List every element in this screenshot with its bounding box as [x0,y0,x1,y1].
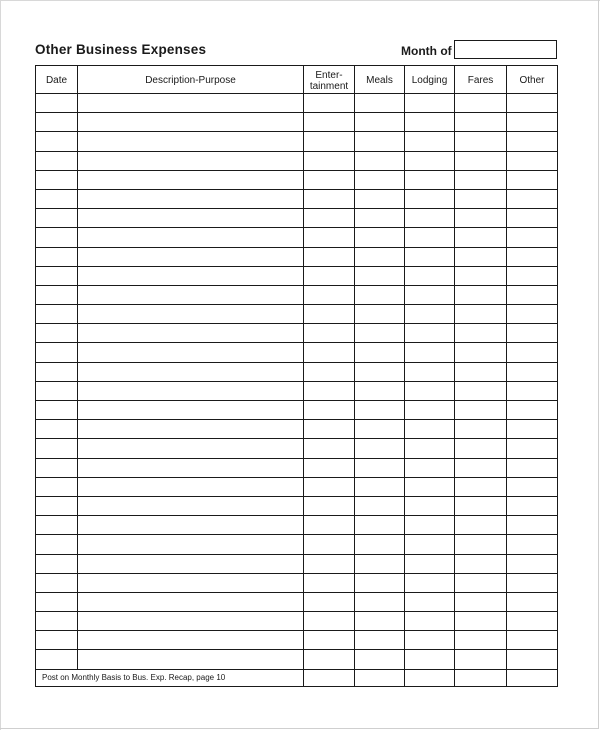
lodging-cell[interactable] [405,94,455,113]
fares-cell[interactable] [455,573,507,592]
lodging-cell[interactable] [405,113,455,132]
date-cell[interactable] [36,573,78,592]
other-cell[interactable] [507,477,558,496]
entertainment-cell[interactable] [304,516,355,535]
table-row [36,573,558,592]
meals-cell[interactable] [355,612,405,631]
date-cell[interactable] [36,247,78,266]
entertainment-cell[interactable] [304,631,355,650]
date-cell[interactable] [36,420,78,439]
other-cell[interactable] [507,401,558,420]
other-cell[interactable] [507,247,558,266]
entertainment-cell[interactable] [304,420,355,439]
description-cell[interactable] [78,94,304,113]
table-row [36,305,558,324]
lodging-cell[interactable] [405,496,455,515]
date-cell[interactable] [36,324,78,343]
lodging-cell[interactable] [405,516,455,535]
description-cell[interactable] [78,189,304,208]
date-cell[interactable] [36,477,78,496]
other-cell[interactable] [507,381,558,400]
entertainment-cell[interactable] [304,401,355,420]
other-cell[interactable] [507,535,558,554]
description-cell[interactable] [78,554,304,573]
fares-cell[interactable] [455,209,507,228]
col-header-entertainment-line1: Enter- [315,69,343,81]
description-cell[interactable] [78,305,304,324]
month-of-label: Month of [401,44,452,58]
description-cell[interactable] [78,113,304,132]
date-cell[interactable] [36,535,78,554]
other-cell[interactable] [507,554,558,573]
other-cell[interactable] [507,209,558,228]
table-row [36,516,558,535]
table-row [36,132,558,151]
other-cell[interactable] [507,189,558,208]
table-row [36,189,558,208]
lodging-cell[interactable] [405,151,455,170]
description-cell[interactable] [78,170,304,189]
meals-cell[interactable] [355,324,405,343]
table-row [36,401,558,420]
col-header-entertainment [304,66,355,94]
description-cell[interactable] [78,266,304,285]
fares-cell[interactable] [455,228,507,247]
meals-cell[interactable] [355,132,405,151]
meals-cell[interactable] [355,266,405,285]
meals-cell[interactable] [355,592,405,611]
entertainment-cell[interactable] [304,554,355,573]
meals-cell[interactable] [355,516,405,535]
date-cell[interactable] [36,305,78,324]
fares-cell[interactable] [455,612,507,631]
other-cell[interactable] [507,573,558,592]
meals-cell[interactable] [355,554,405,573]
meals-cell[interactable] [355,170,405,189]
description-cell[interactable] [78,401,304,420]
date-cell[interactable] [36,151,78,170]
meals-cell[interactable] [355,439,405,458]
table-row [36,612,558,631]
date-cell[interactable] [36,516,78,535]
fares-cell[interactable] [455,535,507,554]
fares-cell[interactable] [455,305,507,324]
lodging-cell[interactable] [405,189,455,208]
date-cell[interactable] [36,266,78,285]
other-cell[interactable] [507,612,558,631]
table-row [36,343,558,362]
fares-cell[interactable] [455,650,507,669]
description-cell[interactable] [78,285,304,304]
date-cell[interactable] [36,401,78,420]
fares-cell[interactable] [455,554,507,573]
meals-cell[interactable] [355,305,405,324]
meals-cell[interactable] [355,381,405,400]
entertainment-cell[interactable] [304,266,355,285]
fares-cell[interactable] [455,343,507,362]
table-row [36,362,558,381]
meals-cell[interactable] [355,573,405,592]
meals-cell[interactable] [355,285,405,304]
table-header-row [36,66,558,94]
meals-cell[interactable] [355,228,405,247]
table-row [36,439,558,458]
fares-cell[interactable] [455,247,507,266]
entertainment-cell[interactable] [304,381,355,400]
lodging-cell[interactable] [405,285,455,304]
lodging-cell[interactable] [405,592,455,611]
lodging-cell[interactable] [405,612,455,631]
table-row [36,496,558,515]
total-entertainment-cell[interactable] [304,669,355,686]
table-row [36,266,558,285]
fares-cell[interactable] [455,477,507,496]
lodging-cell[interactable] [405,554,455,573]
other-cell[interactable] [507,285,558,304]
description-cell[interactable] [78,324,304,343]
description-cell[interactable] [78,362,304,381]
col-header-date: Date [36,66,78,94]
table-row [36,94,558,113]
meals-cell[interactable] [355,458,405,477]
table-row [36,324,558,343]
entertainment-cell[interactable] [304,247,355,266]
lodging-cell[interactable] [405,228,455,247]
table-row [36,458,558,477]
lodging-cell[interactable] [405,132,455,151]
table-row [36,170,558,189]
other-cell[interactable] [507,631,558,650]
entertainment-cell[interactable] [304,612,355,631]
entertainment-cell[interactable] [304,592,355,611]
meals-cell[interactable] [355,631,405,650]
entertainment-cell[interactable] [304,113,355,132]
fares-cell[interactable] [455,324,507,343]
fares-cell[interactable] [455,94,507,113]
other-cell[interactable] [507,94,558,113]
date-cell[interactable] [36,592,78,611]
other-cell[interactable] [507,228,558,247]
meals-cell[interactable] [355,343,405,362]
description-cell[interactable] [78,535,304,554]
lodging-cell[interactable] [405,439,455,458]
other-cell[interactable] [507,266,558,285]
table-row [36,285,558,304]
lodging-cell[interactable] [405,324,455,343]
lodging-cell[interactable] [405,458,455,477]
fares-cell[interactable] [455,439,507,458]
entertainment-cell[interactable] [304,189,355,208]
meals-cell[interactable] [355,209,405,228]
fares-cell[interactable] [455,132,507,151]
date-cell[interactable] [36,458,78,477]
fares-cell[interactable] [455,381,507,400]
other-cell[interactable] [507,305,558,324]
table-row [36,535,558,554]
fares-cell[interactable] [455,631,507,650]
description-cell[interactable] [78,209,304,228]
table-row [36,650,558,669]
lodging-cell[interactable] [405,170,455,189]
description-cell[interactable] [78,631,304,650]
meals-cell[interactable] [355,247,405,266]
lodging-cell[interactable] [405,266,455,285]
meals-cell[interactable] [355,477,405,496]
date-cell[interactable] [36,362,78,381]
col-header-description: Description-Purpose [78,66,304,94]
other-cell[interactable] [507,151,558,170]
fares-cell[interactable] [455,420,507,439]
fares-cell[interactable] [455,592,507,611]
lodging-cell[interactable] [405,305,455,324]
table-row [36,631,558,650]
table-row [36,420,558,439]
meals-cell[interactable] [355,496,405,515]
meals-cell[interactable] [355,151,405,170]
other-cell[interactable] [507,496,558,515]
meals-cell[interactable] [355,535,405,554]
fares-cell[interactable] [455,362,507,381]
total-lodging-cell[interactable] [405,669,455,686]
other-cell[interactable] [507,362,558,381]
description-cell[interactable] [78,516,304,535]
description-cell[interactable] [78,477,304,496]
fares-cell[interactable] [455,401,507,420]
other-cell[interactable] [507,516,558,535]
description-cell[interactable] [78,381,304,400]
table-row [36,247,558,266]
col-header-meals: Meals [355,66,405,94]
other-cell[interactable] [507,343,558,362]
other-cell[interactable] [507,592,558,611]
description-cell[interactable] [78,228,304,247]
fares-cell[interactable] [455,496,507,515]
entertainment-cell[interactable] [304,650,355,669]
fares-cell[interactable] [455,170,507,189]
lodging-cell[interactable] [405,209,455,228]
other-cell[interactable] [507,113,558,132]
other-cell[interactable] [507,439,558,458]
date-cell[interactable] [36,631,78,650]
description-cell[interactable] [78,151,304,170]
table-row [36,228,558,247]
date-cell[interactable] [36,439,78,458]
entertainment-cell[interactable] [304,458,355,477]
lodging-cell[interactable] [405,247,455,266]
entertainment-cell[interactable] [304,362,355,381]
table-row [36,554,558,573]
col-header-other: Other [507,66,558,94]
description-cell[interactable] [78,650,304,669]
table-row [36,381,558,400]
entertainment-cell[interactable] [304,324,355,343]
table-row [36,151,558,170]
description-cell[interactable] [78,573,304,592]
entertainment-cell[interactable] [304,343,355,362]
lodging-cell[interactable] [405,343,455,362]
col-header-lodging: Lodging [405,66,455,94]
date-cell[interactable] [36,285,78,304]
fares-cell[interactable] [455,516,507,535]
footer-note: Post on Monthly Basis to Bus. Exp. Recap, page 10 [36,669,304,686]
description-cell[interactable] [78,247,304,266]
total-meals-cell[interactable] [355,669,405,686]
meals-cell[interactable] [355,362,405,381]
meals-cell[interactable] [355,420,405,439]
fares-cell[interactable] [455,458,507,477]
description-cell[interactable] [78,420,304,439]
other-cell[interactable] [507,650,558,669]
other-cell[interactable] [507,420,558,439]
date-cell[interactable] [36,189,78,208]
meals-cell[interactable] [355,189,405,208]
meals-cell[interactable] [355,650,405,669]
date-cell[interactable] [36,94,78,113]
date-cell[interactable] [36,496,78,515]
date-cell[interactable] [36,554,78,573]
month-of-field[interactable] [454,40,557,59]
total-fares-cell[interactable] [455,669,507,686]
date-cell[interactable] [36,228,78,247]
lodging-cell[interactable] [405,401,455,420]
description-cell[interactable] [78,343,304,362]
fares-cell[interactable] [455,189,507,208]
fares-cell[interactable] [455,266,507,285]
entertainment-cell[interactable] [304,151,355,170]
entertainment-cell[interactable] [304,305,355,324]
date-cell[interactable] [36,650,78,669]
lodging-cell[interactable] [405,573,455,592]
date-cell[interactable] [36,113,78,132]
other-cell[interactable] [507,324,558,343]
expenses-table [35,65,558,687]
date-cell[interactable] [36,612,78,631]
entertainment-cell[interactable] [304,439,355,458]
lodging-cell[interactable] [405,650,455,669]
lodging-cell[interactable] [405,420,455,439]
other-cell[interactable] [507,170,558,189]
lodging-cell[interactable] [405,362,455,381]
entertainment-cell[interactable] [304,477,355,496]
table-row [36,113,558,132]
entertainment-cell[interactable] [304,496,355,515]
meals-cell[interactable] [355,94,405,113]
entertainment-cell[interactable] [304,170,355,189]
date-cell[interactable] [36,170,78,189]
other-cell[interactable] [507,132,558,151]
entertainment-cell[interactable] [304,132,355,151]
table-row [36,477,558,496]
table-footer-row [36,669,558,686]
table-row [36,209,558,228]
description-cell[interactable] [78,612,304,631]
lodging-cell[interactable] [405,631,455,650]
table-body [36,94,558,670]
table-row [36,592,558,611]
col-header-fares: Fares [455,66,507,94]
meals-cell[interactable] [355,401,405,420]
date-cell[interactable] [36,343,78,362]
entertainment-cell[interactable] [304,535,355,554]
description-cell[interactable] [78,458,304,477]
lodging-cell[interactable] [405,381,455,400]
other-cell[interactable] [507,458,558,477]
lodging-cell[interactable] [405,477,455,496]
description-cell[interactable] [78,132,304,151]
fares-cell[interactable] [455,151,507,170]
entertainment-cell[interactable] [304,94,355,113]
description-cell[interactable] [78,592,304,611]
fares-cell[interactable] [455,285,507,304]
col-header-entertainment-line2: tainment [309,80,349,92]
entertainment-cell[interactable] [304,573,355,592]
date-cell[interactable] [36,381,78,400]
date-cell[interactable] [36,209,78,228]
entertainment-cell[interactable] [304,285,355,304]
description-cell[interactable] [78,496,304,515]
description-cell[interactable] [78,439,304,458]
lodging-cell[interactable] [405,535,455,554]
entertainment-cell[interactable] [304,209,355,228]
fares-cell[interactable] [455,113,507,132]
meals-cell[interactable] [355,113,405,132]
total-other-cell[interactable] [507,669,558,686]
date-cell[interactable] [36,132,78,151]
entertainment-cell[interactable] [304,228,355,247]
form-title: Other Business Expenses [35,42,207,57]
